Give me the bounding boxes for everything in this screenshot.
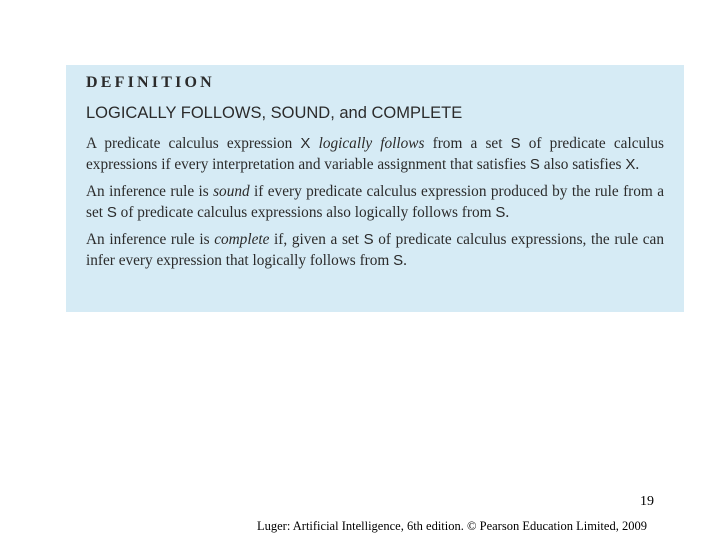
text-run: .	[505, 203, 510, 221]
definition-heading: DEFINITION	[86, 74, 215, 91]
definition-box	[66, 65, 684, 312]
definition-title: LOGICALLY FOLLOWS, SOUND, and COMPLETE	[86, 104, 463, 122]
sound-paragraph	[86, 182, 664, 223]
text-run: also satisfies	[539, 155, 626, 173]
text-run: .	[403, 251, 407, 269]
symbol-s: S	[510, 135, 521, 152]
text-run: if every predicate calculus expression produced by the rule from a set	[86, 183, 664, 221]
text-run: if, given a set	[269, 231, 364, 248]
text-run: of predicate calculus expressions if every interpretation and variable assignment that satisfies	[86, 135, 664, 173]
logically-follows-paragraph	[86, 134, 664, 175]
symbol-x: X	[625, 155, 636, 173]
symbol-s: S	[363, 231, 374, 248]
page-number: 19	[640, 494, 654, 509]
text-run: An inference rule is	[86, 183, 214, 200]
symbol-x: X	[300, 135, 311, 152]
symbol-s: S	[495, 203, 506, 221]
footer-citation: Luger: Artificial Intelligence, 6th edition. © Pearson Education Limited, 2009	[257, 519, 647, 533]
symbol-s: S	[393, 251, 404, 269]
text-run: A predicate calculus expression	[86, 135, 301, 152]
symbol-s: S	[529, 155, 540, 173]
complete-paragraph	[86, 230, 664, 271]
emphasis-sound: sound	[213, 183, 250, 200]
text-run: An inference rule is	[86, 231, 215, 248]
text-run: .	[635, 155, 640, 173]
symbol-s: S	[106, 203, 117, 221]
text-run: of predicate calculus expressions, the rule can infer every expression that logically follows from	[86, 231, 664, 269]
text-run: of predicate calculus expressions also logically follows from	[116, 203, 496, 221]
emphasis-complete: complete	[214, 231, 270, 248]
text-run: from a set	[424, 135, 511, 152]
emphasis-logically-follows: logically follows	[318, 135, 425, 152]
